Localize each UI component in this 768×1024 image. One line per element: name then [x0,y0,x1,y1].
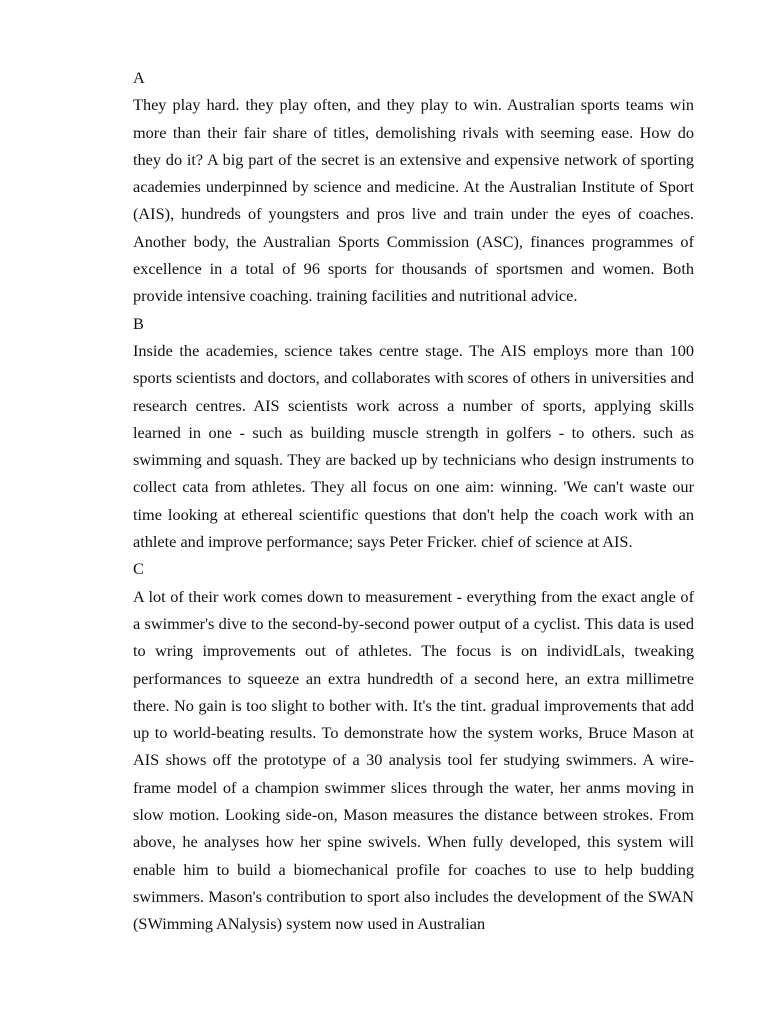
section-a [133,64,694,310]
section-paragraph: A lot of their work comes down to measurement - everything from the exact angle of a swimmer's dive to the second-by-second power output of a cyclist. This data is used to wring improvements out of athletes. The focus is on individLals, tweaking performances to squeeze an extra hundredth of a second here, an extra millimetre there. No gain is too slight to bother with. It's the tint. gradual improvements that add up to world-beating results. To demonstrate how the system works, Bruce Mason at AIS shows off the prototype of a 30 analysis tool fer studying swimmers. A wire-frame model of a champion swimmer slices through the water, her anms moving in slow motion. Looking side-on, Mason measures the distance between strokes. From above, he analyses how her spine swivels. When fully developed, this system will enable him to build a biomechanical profile for coaches to use to help budding swimmers. Mason's contribution to sport also includes the development of the SWAN (SWimming ANalysis) system now used in Australian [133,586,694,934]
document-page [133,64,694,938]
section-b [133,310,694,556]
section-label: C [133,559,144,579]
section-label: A [133,68,145,87]
section-paragraph: They play hard. they play often, and they play to win. Australian sports teams win more than their fair share of titles, demolishing rivals with seeming ease. How do they do it? A big part of the secret is an extensive and expensive network of sporting academies underpinned by science and medicine. At the Australian Institute of Sport (AIS), hundreds of youngsters and pros live and train under the eyes of coaches. Another body, the Australian Sports Commission (ASC), finances programmes of excellence in a total of 96 sports for thousands of sportsmen and women. Both provide intensive coaching. training facilities and nutritional advice. [133,95,694,306]
section-paragraph: Inside the academies, science takes centre stage. The AIS employs more than 100 sports scientists and doctors, and collaborates with scores of others in universities and research centres. AIS scientists work across a number of sports, applying skills learned in one - such as building muscle strength in golfers - to others. such as swimming and squash. They are backed up by technicians who design instruments to collect cata from athletes. They all focus on one aim: winning. 'We can't waste our time looking at ethereal scientific questions that don't help the coach work with an athlete and improve performance; says Peter Fricker. chief of science at AIS. [133,340,694,552]
section-c [133,555,694,937]
section-label: B [133,313,144,333]
